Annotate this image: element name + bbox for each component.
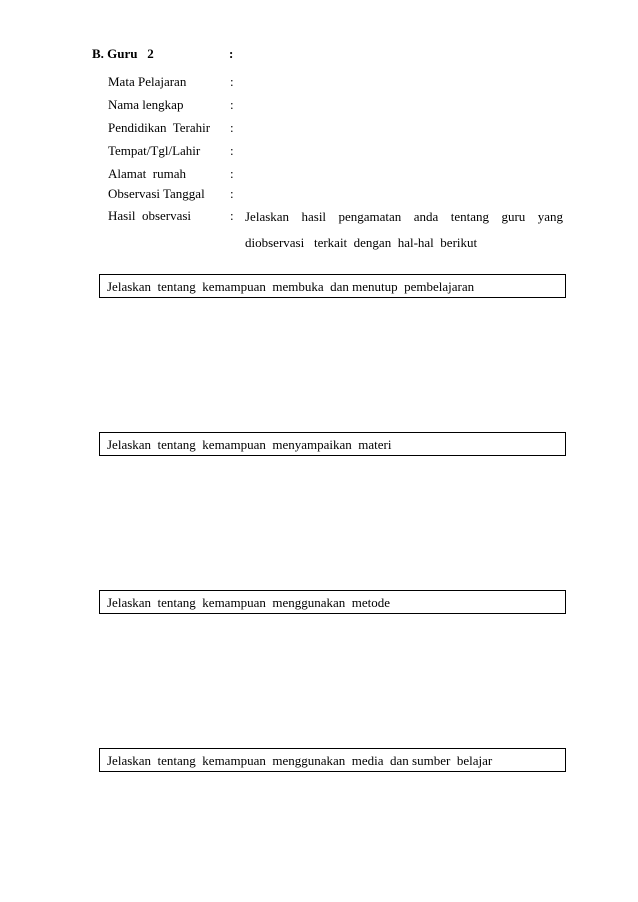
field-mata-pelajaran (108, 74, 588, 92)
field-label: Hasil observasi (108, 208, 192, 223)
field-colon: : (230, 74, 234, 89)
observation-instruction-line1: Jelaskan hasil pengamatan anda tentang guru yang (245, 209, 563, 224)
field-alamat-rumah (108, 166, 588, 184)
field-colon: : (230, 166, 234, 181)
field-colon: : (230, 186, 234, 201)
field-colon: : (230, 97, 234, 112)
field-observasi-tanggal (108, 186, 588, 204)
field-label: Tempat/Tgl/Lahir (108, 143, 201, 158)
section-heading-colon: : (229, 46, 234, 61)
question-box-label: Jelaskan tentang kemampuan menggunakan metode (107, 595, 391, 610)
field-pendidikan-terahir (108, 120, 588, 138)
question-box-menyampaikan-materi (99, 432, 566, 456)
field-nama-lengkap (108, 97, 588, 115)
field-label: Pendidikan Terahir (108, 120, 211, 135)
field-label: Alamat rumah (108, 166, 186, 181)
question-box-label: Jelaskan tentang kemampuan menggunakan media dan sumber belajar (107, 753, 493, 768)
section-heading: B. Guru 2 (92, 46, 154, 61)
field-colon: : (230, 120, 234, 135)
question-box-metode (99, 590, 566, 614)
field-label: Mata Pelajaran (108, 74, 187, 89)
field-tempat-tgl-lahir (108, 143, 588, 161)
field-colon: : (230, 143, 234, 158)
field-label: Nama lengkap (108, 97, 184, 112)
observation-instruction-line2: diobservasi terkait dengan hal-hal berikut (245, 235, 478, 250)
question-box-label: Jelaskan tentang kemampuan menyampaikan materi (107, 437, 392, 452)
question-box-membuka-menutup (99, 274, 566, 298)
field-colon: : (230, 208, 234, 223)
question-box-label: Jelaskan tentang kemampuan membuka dan menutup pembelajaran (107, 279, 475, 294)
field-label: Observasi Tanggal (108, 186, 205, 201)
question-box-media-sumber-belajar (99, 748, 566, 772)
